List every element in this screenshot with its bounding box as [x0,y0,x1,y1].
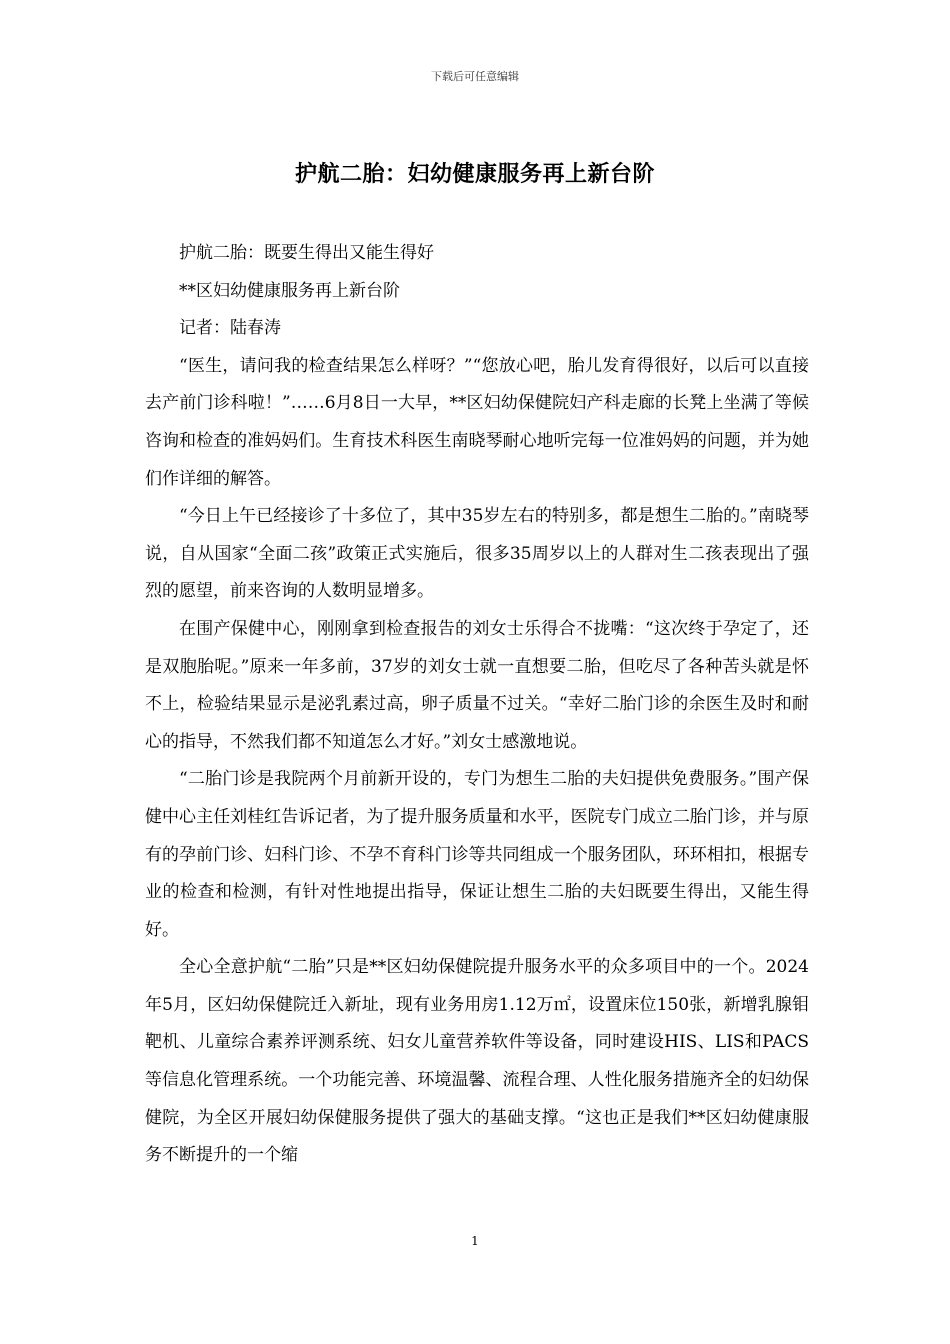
page-number: 1 [471,1234,479,1248]
body-paragraph: “二胎门诊是我院两个月前新开设的，专门为想生二胎的夫妇提供免费服务。”围产保健中心主任刘桂红告诉记者，为了提升服务质量和水平，医院专门成立二胎门诊，并与原有的孕前门诊、妇科门诊、不孕不育科门诊等共同组成一个服务团队，环环相扣，根据专业的检查和检测，有针对性地提出指导，保证让想生二胎的夫妇既要生得出，又能生得好。 [145,769,809,940]
body-paragraph: 在围产保健中心，刚刚拿到检查报告的刘女士乐得合不拢嘴：“这次终于孕定了，还是双胞胎呢。”原来一年多前，37岁的刘女士就一直想要二胎，但吃尽了各种苦头就是怀不上，检验结果显示是泌乳素过高，卵子质量不过关。“幸好二胎门诊的余医生及时和耐心的指导，不然我们都不知道怎么才好。”刘女士感激地说。 [145,618,809,752]
reporter-line: 记者：陆春涛 [179,318,281,339]
document-body [145,235,809,1175]
body-paragraph: 全心全意护航“二胎”只是**区妇幼保健院提升服务水平的众多项目中的一个。2024年5月，区妇幼保健院迁入新址，现有业务用房1.12万㎡，设置床位150张，新增乳腺钼靶机、儿童综合素养评测系统、妇女儿童营养软件等设备，同时建设HIS、LIS和PACS等信息化管理系统。一个功能完善、环境温馨、流程合理、人性化服务措施齐全的妇幼保健院，为全区开展妇幼保健服务提供了强大的基础支撑。“这也正是我们**区妇幼健康服务不断提升的一个缩 [145,957,809,1166]
body-paragraph: “今日上午已经接诊了十多位了，其中35岁左右的特别多，都是想生二胎的。”南晓琴说，自从国家“全面二孩”政策正式实施后，很多35周岁以上的人群对生二孩表现出了强烈的愿望，前来咨询的人数明显增多。 [145,506,809,602]
header-note: 下载后可任意编辑 [431,70,519,83]
document-title: 护航二胎：妇幼健康服务再上新台阶 [294,161,655,187]
subheading-line: **区妇幼健康服务再上新台阶 [179,280,400,301]
subtitle-line: 护航二胎：既要生得出又能生得好 [179,243,434,263]
body-paragraph: “医生，请问我的检查结果怎么样呀？”“您放心吧，胎儿发育得很好，以后可以直接去产前门诊科啦！”……6月8日一大早，**区妇幼保健院妇产科走廊的长凳上坐满了等候咨询和检查的准妈妈们。生育技术科医生南晓琴耐心地听完每一位准妈妈的问题，并为她们作详细的解答。 [145,355,809,489]
